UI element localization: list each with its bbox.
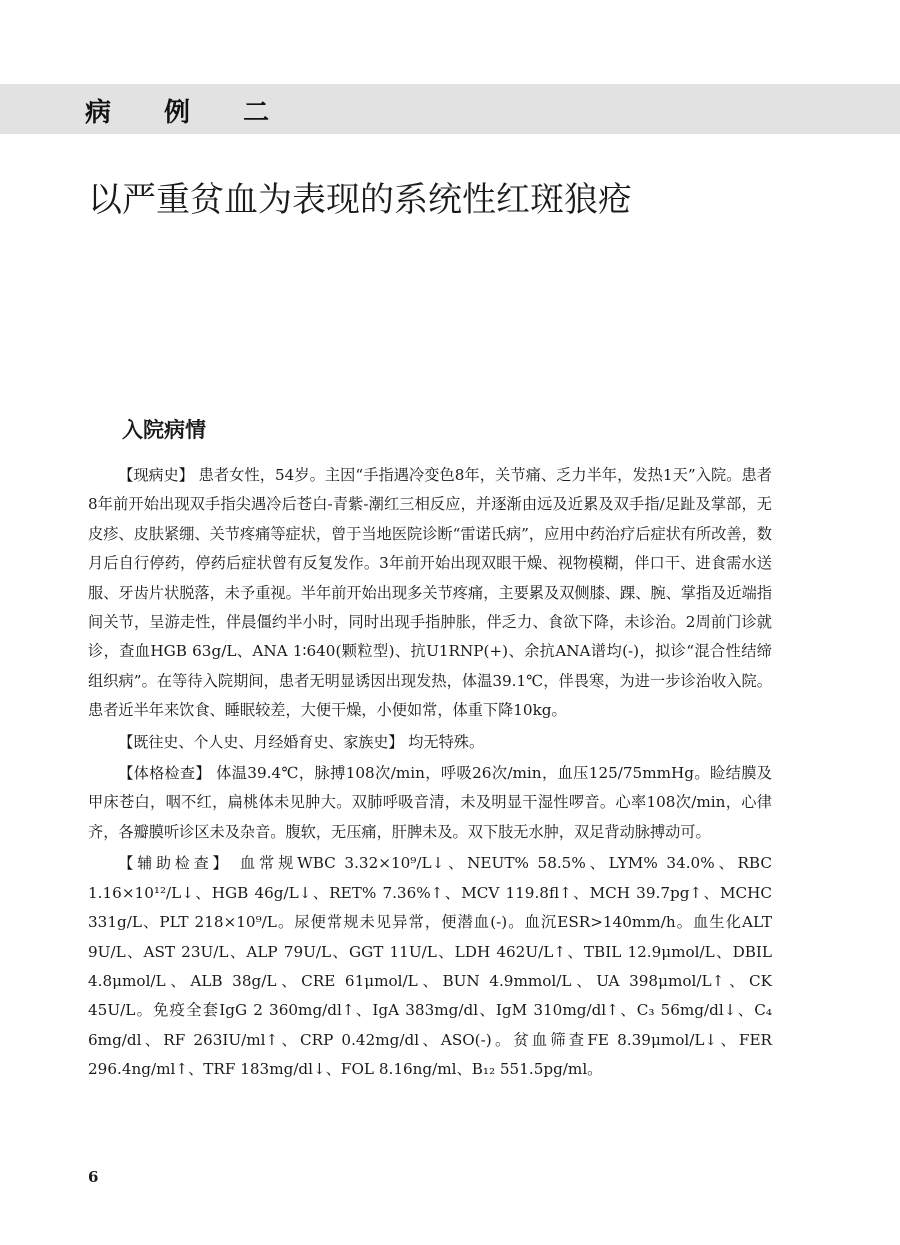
- history-paragraph: [88, 461, 772, 726]
- page-title: 以严重贫血为表现的系统性红斑狼疮: [88, 180, 632, 220]
- lab-tests-paragraph: [88, 849, 772, 1084]
- physical-exam-text: 体温39.4℃，脉搏108次/min，呼吸26次/min，血压125/75mmHg。睑结膜及甲床苍白，咽不红，扁桃体未见肿大。双肺呼吸音清，未及明显干湿性啰音。心率108次/min，心律齐，各瓣膜听诊区未及杂音。腹软，无压痛，肝脾未及。双下肢无水肿，双足背动脉搏动可。: [88, 764, 772, 841]
- past-history-paragraph: [88, 728, 772, 757]
- physical-exam-label: 【体格检查】: [118, 764, 211, 783]
- page-number: 6: [88, 1168, 99, 1186]
- past-history-label: 【既往史、个人史、月经婚育史、家族史】: [118, 732, 404, 751]
- physical-exam-paragraph: [88, 759, 772, 847]
- case-banner: [0, 84, 900, 134]
- lab-tests-text: 血常规WBC 3.32×10⁹/L↓、NEUT% 58.5%、LYM% 34.0%、RBC 1.16×10¹²/L↓、HGB 46g/L↓、RET% 7.36%↑、MCV 119.8fl↑、MCH 39.7pg↑、MCHC 331g/L、PLT 218×10⁹/L。尿便常规未见异常，便潜血(-)。血沉ESR>140mm/h。血生化ALT 9U/L、AST 23U/L、ALP 79U/L、GGT 11U/L、LDH 462U/L↑、TBIL 12.9μmol/L、DBIL 4.8μmol/L、ALB 38g/L、CRE 61μmol/L、BUN 4.9mmol/L、UA 398μmol/L↑、CK 45U/L。免疫全套IgG 2 360mg/dl↑、IgA 383mg/dl、IgM 310mg/dl↑、C₃ 56mg/dl↓、C₄ 6mg/dl、RF 263IU/ml↑、CRP 0.42mg/dl、ASO(-)。贫血筛查FE 8.39μmol/L↓、FER 296.4ng/ml↑、TRF 183mg/dl↓、FOL 8.16ng/ml、B₁₂ 551.5pg/ml。: [88, 854, 772, 1079]
- case-label: 病 例 二: [85, 98, 292, 128]
- history-label: 【现病史】: [118, 466, 194, 484]
- case-body: [88, 461, 772, 1085]
- history-text: 患者女性，54岁。主因“手指遇冷变色8年，关节痛、乏力半年，发热1天”入院。患者8年前开始出现双手指尖遇冷后苍白-青紫-潮红三相反应，并逐渐由远及近累及双手指/足趾及掌部，无皮疹、皮肤紧绷、关节疼痛等症状，曾于当地医院诊断“雷诺氏病”，应用中药治疗后症状有所改善，数月后自行停药，停药后症状曾有反复发作。3年前开始出现双眼干燥、视物模糊，伴口干、进食需水送服、牙齿片状脱落，未予重视。半年前开始出现多关节疼痛，主要累及双侧膝、踝、腕、掌指及近端指间关节，呈游走性，伴晨僵约半小时，同时出现手指肿胀，伴乏力、食欲下降，未诊治。2周前门诊就诊，查血HGB 63g/L、ANA 1∶640(颗粒型)、抗U1RNP(+)、余抗ANA谱均(-)，拟诊“混合性结缔组织病”。在等待入院期间，患者无明显诱因出现发热，体温39.1℃，伴畏寒，为进一步诊治收入院。患者近半年来饮食、睡眠较差，大便干燥，小便如常，体重下降10kg。: [88, 466, 772, 720]
- past-history-text: 均无特殊。: [403, 732, 485, 751]
- section-heading: 入院病情: [122, 418, 206, 442]
- lab-tests-label: 【辅助检查】: [118, 854, 232, 873]
